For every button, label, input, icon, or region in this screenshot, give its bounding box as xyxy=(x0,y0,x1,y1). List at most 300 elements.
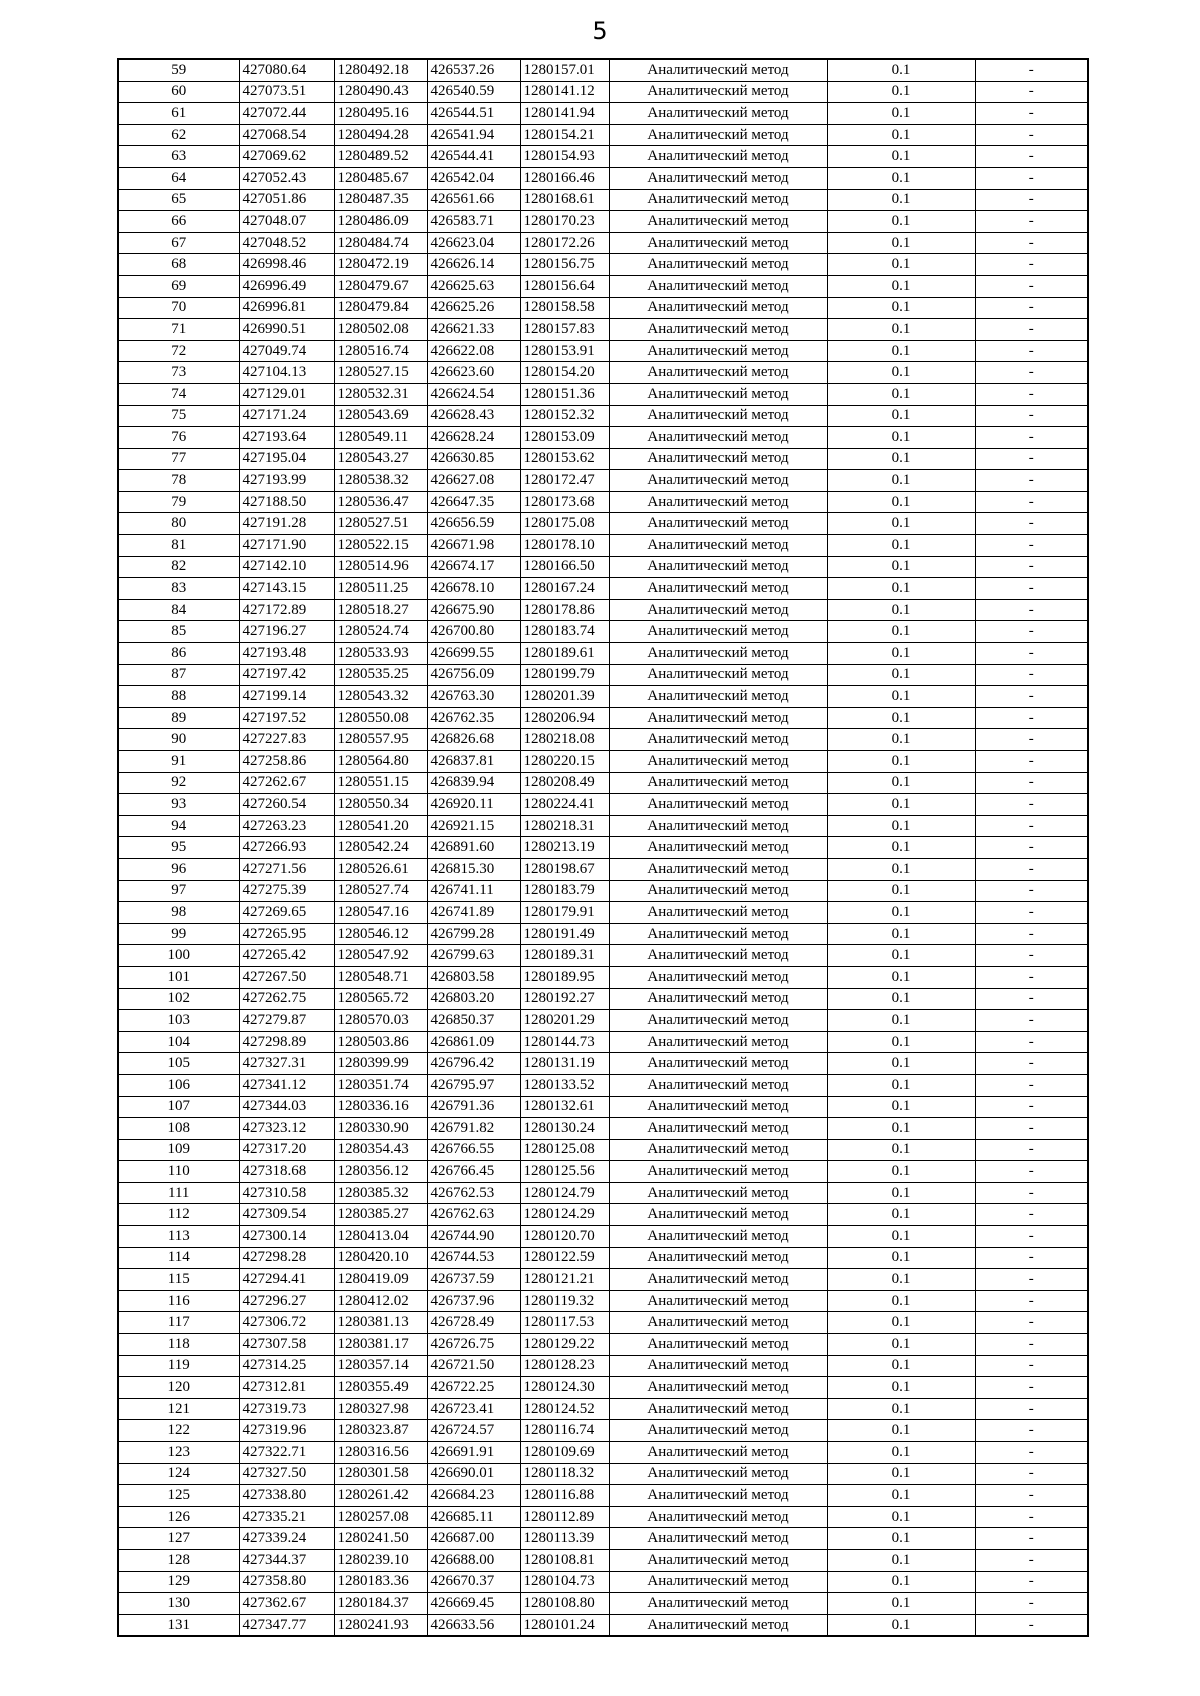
x2-coordinate-cell: 426544.41 xyxy=(427,146,520,168)
point-number-cell: 109 xyxy=(118,1139,239,1161)
y-coordinate-cell: 1280419.09 xyxy=(334,1269,427,1291)
method-cell: Аналитический метод xyxy=(609,923,827,945)
y-coordinate-cell: 1280570.03 xyxy=(334,1010,427,1032)
method-cell: Аналитический метод xyxy=(609,1334,827,1356)
y2-coordinate-cell: 1280218.31 xyxy=(520,815,609,837)
table-row xyxy=(118,1593,1088,1615)
accuracy-cell: 0.1 xyxy=(827,1053,975,1075)
x2-coordinate-cell: 426839.94 xyxy=(427,772,520,794)
y-coordinate-cell: 1280241.50 xyxy=(334,1528,427,1550)
note-cell: - xyxy=(975,167,1088,189)
accuracy-cell: 0.1 xyxy=(827,491,975,513)
note-cell: - xyxy=(975,815,1088,837)
x2-coordinate-cell: 426687.00 xyxy=(427,1528,520,1550)
x-coordinate-cell: 427294.41 xyxy=(239,1269,334,1291)
x-coordinate-cell: 427172.89 xyxy=(239,599,334,621)
table-row xyxy=(118,1182,1088,1204)
note-cell: - xyxy=(975,1334,1088,1356)
table-row xyxy=(118,1139,1088,1161)
accuracy-cell: 0.1 xyxy=(827,59,975,81)
note-cell: - xyxy=(975,1442,1088,1464)
accuracy-cell: 0.1 xyxy=(827,254,975,276)
table-row xyxy=(118,643,1088,665)
x-coordinate-cell: 427193.99 xyxy=(239,470,334,492)
note-cell: - xyxy=(975,794,1088,816)
method-cell: Аналитический метод xyxy=(609,1074,827,1096)
note-cell: - xyxy=(975,1139,1088,1161)
y2-coordinate-cell: 1280218.08 xyxy=(520,729,609,751)
x-coordinate-cell: 427049.74 xyxy=(239,340,334,362)
note-cell: - xyxy=(975,1031,1088,1053)
point-number-cell: 129 xyxy=(118,1571,239,1593)
note-cell: - xyxy=(975,124,1088,146)
accuracy-cell: 0.1 xyxy=(827,815,975,837)
x-coordinate-cell: 427269.65 xyxy=(239,902,334,924)
y2-coordinate-cell: 1280122.59 xyxy=(520,1247,609,1269)
y2-coordinate-cell: 1280168.61 xyxy=(520,189,609,211)
accuracy-cell: 0.1 xyxy=(827,751,975,773)
note-cell: - xyxy=(975,1074,1088,1096)
table-row xyxy=(118,405,1088,427)
y2-coordinate-cell: 1280178.10 xyxy=(520,535,609,557)
y-coordinate-cell: 1280532.31 xyxy=(334,383,427,405)
y-coordinate-cell: 1280351.74 xyxy=(334,1074,427,1096)
method-cell: Аналитический метод xyxy=(609,643,827,665)
x2-coordinate-cell: 426744.90 xyxy=(427,1226,520,1248)
table-row xyxy=(118,1463,1088,1485)
x-coordinate-cell: 427266.93 xyxy=(239,837,334,859)
x-coordinate-cell: 427271.56 xyxy=(239,858,334,880)
point-number-cell: 123 xyxy=(118,1442,239,1464)
accuracy-cell: 0.1 xyxy=(827,1226,975,1248)
method-cell: Аналитический метод xyxy=(609,1290,827,1312)
x2-coordinate-cell: 426826.68 xyxy=(427,729,520,751)
method-cell: Аналитический метод xyxy=(609,167,827,189)
table-row xyxy=(118,772,1088,794)
y2-coordinate-cell: 1280201.29 xyxy=(520,1010,609,1032)
x-coordinate-cell: 427171.90 xyxy=(239,535,334,557)
method-cell: Аналитический метод xyxy=(609,491,827,513)
point-number-cell: 67 xyxy=(118,232,239,254)
y2-coordinate-cell: 1280133.52 xyxy=(520,1074,609,1096)
table-row xyxy=(118,513,1088,535)
x2-coordinate-cell: 426685.11 xyxy=(427,1506,520,1528)
table-row xyxy=(118,448,1088,470)
method-cell: Аналитический метод xyxy=(609,1312,827,1334)
y2-coordinate-cell: 1280220.15 xyxy=(520,751,609,773)
x-coordinate-cell: 427142.10 xyxy=(239,556,334,578)
point-number-cell: 124 xyxy=(118,1463,239,1485)
table-row xyxy=(118,1549,1088,1571)
x-coordinate-cell: 427191.28 xyxy=(239,513,334,535)
y2-coordinate-cell: 1280151.36 xyxy=(520,383,609,405)
table-row xyxy=(118,794,1088,816)
accuracy-cell: 0.1 xyxy=(827,232,975,254)
method-cell: Аналитический метод xyxy=(609,1485,827,1507)
table-row xyxy=(118,275,1088,297)
y-coordinate-cell: 1280538.32 xyxy=(334,470,427,492)
note-cell: - xyxy=(975,491,1088,513)
y2-coordinate-cell: 1280125.08 xyxy=(520,1139,609,1161)
x2-coordinate-cell: 426691.91 xyxy=(427,1442,520,1464)
method-cell: Аналитический метод xyxy=(609,124,827,146)
accuracy-cell: 0.1 xyxy=(827,1506,975,1528)
x-coordinate-cell: 427314.25 xyxy=(239,1355,334,1377)
y2-coordinate-cell: 1280125.56 xyxy=(520,1161,609,1183)
accuracy-cell: 0.1 xyxy=(827,448,975,470)
y-coordinate-cell: 1280381.17 xyxy=(334,1334,427,1356)
x2-coordinate-cell: 426621.33 xyxy=(427,319,520,341)
x-coordinate-cell: 427358.80 xyxy=(239,1571,334,1593)
coordinates-table xyxy=(117,58,1089,1637)
accuracy-cell: 0.1 xyxy=(827,880,975,902)
x-coordinate-cell: 427347.77 xyxy=(239,1614,334,1636)
accuracy-cell: 0.1 xyxy=(827,837,975,859)
y2-coordinate-cell: 1280154.93 xyxy=(520,146,609,168)
table-row xyxy=(118,621,1088,643)
note-cell: - xyxy=(975,1161,1088,1183)
y-coordinate-cell: 1280543.32 xyxy=(334,686,427,708)
accuracy-cell: 0.1 xyxy=(827,966,975,988)
accuracy-cell: 0.1 xyxy=(827,1593,975,1615)
x2-coordinate-cell: 426670.37 xyxy=(427,1571,520,1593)
y2-coordinate-cell: 1280116.88 xyxy=(520,1485,609,1507)
method-cell: Аналитический метод xyxy=(609,297,827,319)
accuracy-cell: 0.1 xyxy=(827,988,975,1010)
accuracy-cell: 0.1 xyxy=(827,211,975,233)
method-cell: Аналитический метод xyxy=(609,621,827,643)
note-cell: - xyxy=(975,1593,1088,1615)
method-cell: Аналитический метод xyxy=(609,254,827,276)
x-coordinate-cell: 427048.07 xyxy=(239,211,334,233)
y-coordinate-cell: 1280502.08 xyxy=(334,319,427,341)
x-coordinate-cell: 427323.12 xyxy=(239,1118,334,1140)
table-row xyxy=(118,751,1088,773)
y2-coordinate-cell: 1280158.58 xyxy=(520,297,609,319)
method-cell: Аналитический метод xyxy=(609,146,827,168)
x2-coordinate-cell: 426623.04 xyxy=(427,232,520,254)
point-number-cell: 63 xyxy=(118,146,239,168)
y2-coordinate-cell: 1280113.39 xyxy=(520,1528,609,1550)
point-number-cell: 131 xyxy=(118,1614,239,1636)
method-cell: Аналитический метод xyxy=(609,211,827,233)
note-cell: - xyxy=(975,923,1088,945)
table-row xyxy=(118,103,1088,125)
method-cell: Аналитический метод xyxy=(609,729,827,751)
note-cell: - xyxy=(975,707,1088,729)
table-row xyxy=(118,124,1088,146)
point-number-cell: 101 xyxy=(118,966,239,988)
y-coordinate-cell: 1280356.12 xyxy=(334,1161,427,1183)
table-row xyxy=(118,837,1088,859)
note-cell: - xyxy=(975,837,1088,859)
x-coordinate-cell: 426998.46 xyxy=(239,254,334,276)
x-coordinate-cell: 427327.31 xyxy=(239,1053,334,1075)
accuracy-cell: 0.1 xyxy=(827,1204,975,1226)
x-coordinate-cell: 427335.21 xyxy=(239,1506,334,1528)
method-cell: Аналитический метод xyxy=(609,1614,827,1636)
note-cell: - xyxy=(975,448,1088,470)
method-cell: Аналитический метод xyxy=(609,599,827,621)
point-number-cell: 91 xyxy=(118,751,239,773)
point-number-cell: 73 xyxy=(118,362,239,384)
method-cell: Аналитический метод xyxy=(609,1442,827,1464)
y-coordinate-cell: 1280527.74 xyxy=(334,880,427,902)
note-cell: - xyxy=(975,621,1088,643)
method-cell: Аналитический метод xyxy=(609,1118,827,1140)
y2-coordinate-cell: 1280153.09 xyxy=(520,427,609,449)
table-row xyxy=(118,1312,1088,1334)
x2-coordinate-cell: 426669.45 xyxy=(427,1593,520,1615)
y-coordinate-cell: 1280503.86 xyxy=(334,1031,427,1053)
accuracy-cell: 0.1 xyxy=(827,535,975,557)
method-cell: Аналитический метод xyxy=(609,319,827,341)
x2-coordinate-cell: 426722.25 xyxy=(427,1377,520,1399)
table-row xyxy=(118,1614,1088,1636)
note-cell: - xyxy=(975,103,1088,125)
y2-coordinate-cell: 1280178.86 xyxy=(520,599,609,621)
method-cell: Аналитический метод xyxy=(609,664,827,686)
note-cell: - xyxy=(975,556,1088,578)
point-number-cell: 117 xyxy=(118,1312,239,1334)
x2-coordinate-cell: 426624.54 xyxy=(427,383,520,405)
method-cell: Аналитический метод xyxy=(609,1247,827,1269)
y2-coordinate-cell: 1280128.23 xyxy=(520,1355,609,1377)
table-row xyxy=(118,880,1088,902)
note-cell: - xyxy=(975,664,1088,686)
y2-coordinate-cell: 1280183.74 xyxy=(520,621,609,643)
point-number-cell: 60 xyxy=(118,81,239,103)
note-cell: - xyxy=(975,427,1088,449)
accuracy-cell: 0.1 xyxy=(827,1247,975,1269)
y2-coordinate-cell: 1280191.49 xyxy=(520,923,609,945)
y2-coordinate-cell: 1280112.89 xyxy=(520,1506,609,1528)
accuracy-cell: 0.1 xyxy=(827,1571,975,1593)
accuracy-cell: 0.1 xyxy=(827,405,975,427)
y2-coordinate-cell: 1280170.23 xyxy=(520,211,609,233)
x-coordinate-cell: 427300.14 xyxy=(239,1226,334,1248)
x2-coordinate-cell: 426920.11 xyxy=(427,794,520,816)
note-cell: - xyxy=(975,1226,1088,1248)
table-row xyxy=(118,1571,1088,1593)
x-coordinate-cell: 427104.13 xyxy=(239,362,334,384)
x-coordinate-cell: 427143.15 xyxy=(239,578,334,600)
y-coordinate-cell: 1280487.35 xyxy=(334,189,427,211)
x-coordinate-cell: 427072.44 xyxy=(239,103,334,125)
x2-coordinate-cell: 426625.26 xyxy=(427,297,520,319)
note-cell: - xyxy=(975,1528,1088,1550)
x2-coordinate-cell: 426803.20 xyxy=(427,988,520,1010)
point-number-cell: 72 xyxy=(118,340,239,362)
accuracy-cell: 0.1 xyxy=(827,1334,975,1356)
method-cell: Аналитический метод xyxy=(609,1355,827,1377)
table-body xyxy=(118,59,1088,1636)
y-coordinate-cell: 1280239.10 xyxy=(334,1549,427,1571)
point-number-cell: 95 xyxy=(118,837,239,859)
method-cell: Аналитический метод xyxy=(609,902,827,924)
y2-coordinate-cell: 1280175.08 xyxy=(520,513,609,535)
x-coordinate-cell: 427265.42 xyxy=(239,945,334,967)
point-number-cell: 70 xyxy=(118,297,239,319)
accuracy-cell: 0.1 xyxy=(827,340,975,362)
method-cell: Аналитический метод xyxy=(609,815,827,837)
point-number-cell: 84 xyxy=(118,599,239,621)
method-cell: Аналитический метод xyxy=(609,1182,827,1204)
method-cell: Аналитический метод xyxy=(609,1377,827,1399)
table-row xyxy=(118,81,1088,103)
table-row xyxy=(118,729,1088,751)
table-row xyxy=(118,1247,1088,1269)
method-cell: Аналитический метод xyxy=(609,405,827,427)
y2-coordinate-cell: 1280201.39 xyxy=(520,686,609,708)
y2-coordinate-cell: 1280119.32 xyxy=(520,1290,609,1312)
note-cell: - xyxy=(975,297,1088,319)
x2-coordinate-cell: 426766.55 xyxy=(427,1139,520,1161)
point-number-cell: 83 xyxy=(118,578,239,600)
y2-coordinate-cell: 1280121.21 xyxy=(520,1269,609,1291)
y-coordinate-cell: 1280381.13 xyxy=(334,1312,427,1334)
method-cell: Аналитический метод xyxy=(609,794,827,816)
y2-coordinate-cell: 1280206.94 xyxy=(520,707,609,729)
note-cell: - xyxy=(975,513,1088,535)
table-row xyxy=(118,189,1088,211)
x2-coordinate-cell: 426684.23 xyxy=(427,1485,520,1507)
point-number-cell: 107 xyxy=(118,1096,239,1118)
x-coordinate-cell: 427298.28 xyxy=(239,1247,334,1269)
method-cell: Аналитический метод xyxy=(609,1053,827,1075)
x-coordinate-cell: 427265.95 xyxy=(239,923,334,945)
note-cell: - xyxy=(975,470,1088,492)
y2-coordinate-cell: 1280118.32 xyxy=(520,1463,609,1485)
accuracy-cell: 0.1 xyxy=(827,1074,975,1096)
point-number-cell: 71 xyxy=(118,319,239,341)
y-coordinate-cell: 1280479.67 xyxy=(334,275,427,297)
method-cell: Аналитический метод xyxy=(609,751,827,773)
point-number-cell: 93 xyxy=(118,794,239,816)
note-cell: - xyxy=(975,1549,1088,1571)
method-cell: Аналитический метод xyxy=(609,1010,827,1032)
x2-coordinate-cell: 426737.96 xyxy=(427,1290,520,1312)
point-number-cell: 86 xyxy=(118,643,239,665)
table-row xyxy=(118,1161,1088,1183)
note-cell: - xyxy=(975,146,1088,168)
y2-coordinate-cell: 1280108.81 xyxy=(520,1549,609,1571)
note-cell: - xyxy=(975,1204,1088,1226)
x2-coordinate-cell: 426763.30 xyxy=(427,686,520,708)
x-coordinate-cell: 427339.24 xyxy=(239,1528,334,1550)
x-coordinate-cell: 427322.71 xyxy=(239,1442,334,1464)
x-coordinate-cell: 426996.49 xyxy=(239,275,334,297)
method-cell: Аналитический метод xyxy=(609,988,827,1010)
x2-coordinate-cell: 426803.58 xyxy=(427,966,520,988)
point-number-cell: 128 xyxy=(118,1549,239,1571)
note-cell: - xyxy=(975,902,1088,924)
x-coordinate-cell: 427275.39 xyxy=(239,880,334,902)
accuracy-cell: 0.1 xyxy=(827,578,975,600)
method-cell: Аналитический метод xyxy=(609,966,827,988)
x2-coordinate-cell: 426537.26 xyxy=(427,59,520,81)
table-row xyxy=(118,59,1088,81)
y2-coordinate-cell: 1280131.19 xyxy=(520,1053,609,1075)
method-cell: Аналитический метод xyxy=(609,81,827,103)
point-number-cell: 78 xyxy=(118,470,239,492)
y2-coordinate-cell: 1280130.24 xyxy=(520,1118,609,1140)
note-cell: - xyxy=(975,211,1088,233)
x-coordinate-cell: 427052.43 xyxy=(239,167,334,189)
method-cell: Аналитический метод xyxy=(609,383,827,405)
accuracy-cell: 0.1 xyxy=(827,1485,975,1507)
y-coordinate-cell: 1280385.27 xyxy=(334,1204,427,1226)
accuracy-cell: 0.1 xyxy=(827,1118,975,1140)
table-row xyxy=(118,167,1088,189)
x2-coordinate-cell: 426688.00 xyxy=(427,1549,520,1571)
x2-coordinate-cell: 426647.35 xyxy=(427,491,520,513)
x2-coordinate-cell: 426561.66 xyxy=(427,189,520,211)
table-row xyxy=(118,858,1088,880)
table-row xyxy=(118,340,1088,362)
accuracy-cell: 0.1 xyxy=(827,167,975,189)
y2-coordinate-cell: 1280183.79 xyxy=(520,880,609,902)
note-cell: - xyxy=(975,383,1088,405)
note-cell: - xyxy=(975,1506,1088,1528)
y-coordinate-cell: 1280542.24 xyxy=(334,837,427,859)
accuracy-cell: 0.1 xyxy=(827,621,975,643)
x-coordinate-cell: 427312.81 xyxy=(239,1377,334,1399)
method-cell: Аналитический метод xyxy=(609,1226,827,1248)
x2-coordinate-cell: 426541.94 xyxy=(427,124,520,146)
x2-coordinate-cell: 426766.45 xyxy=(427,1161,520,1183)
accuracy-cell: 0.1 xyxy=(827,1355,975,1377)
accuracy-cell: 0.1 xyxy=(827,1290,975,1312)
x-coordinate-cell: 427319.73 xyxy=(239,1398,334,1420)
method-cell: Аналитический метод xyxy=(609,772,827,794)
y2-coordinate-cell: 1280154.20 xyxy=(520,362,609,384)
point-number-cell: 64 xyxy=(118,167,239,189)
table-row xyxy=(118,1053,1088,1075)
x2-coordinate-cell: 426678.10 xyxy=(427,578,520,600)
y-coordinate-cell: 1280514.96 xyxy=(334,556,427,578)
x2-coordinate-cell: 426741.89 xyxy=(427,902,520,924)
table-row xyxy=(118,1528,1088,1550)
method-cell: Аналитический метод xyxy=(609,1398,827,1420)
y-coordinate-cell: 1280399.99 xyxy=(334,1053,427,1075)
accuracy-cell: 0.1 xyxy=(827,103,975,125)
method-cell: Аналитический метод xyxy=(609,1420,827,1442)
note-cell: - xyxy=(975,362,1088,384)
x-coordinate-cell: 427309.54 xyxy=(239,1204,334,1226)
point-number-cell: 108 xyxy=(118,1118,239,1140)
note-cell: - xyxy=(975,751,1088,773)
point-number-cell: 113 xyxy=(118,1226,239,1248)
accuracy-cell: 0.1 xyxy=(827,1463,975,1485)
note-cell: - xyxy=(975,254,1088,276)
x-coordinate-cell: 427267.50 xyxy=(239,966,334,988)
x-coordinate-cell: 427193.48 xyxy=(239,643,334,665)
y2-coordinate-cell: 1280172.26 xyxy=(520,232,609,254)
y-coordinate-cell: 1280357.14 xyxy=(334,1355,427,1377)
point-number-cell: 76 xyxy=(118,427,239,449)
table-row xyxy=(118,1398,1088,1420)
note-cell: - xyxy=(975,1312,1088,1334)
method-cell: Аналитический метод xyxy=(609,1549,827,1571)
point-number-cell: 126 xyxy=(118,1506,239,1528)
note-cell: - xyxy=(975,1420,1088,1442)
y2-coordinate-cell: 1280124.30 xyxy=(520,1377,609,1399)
y-coordinate-cell: 1280354.43 xyxy=(334,1139,427,1161)
y-coordinate-cell: 1280257.08 xyxy=(334,1506,427,1528)
y-coordinate-cell: 1280536.47 xyxy=(334,491,427,513)
y-coordinate-cell: 1280486.09 xyxy=(334,211,427,233)
